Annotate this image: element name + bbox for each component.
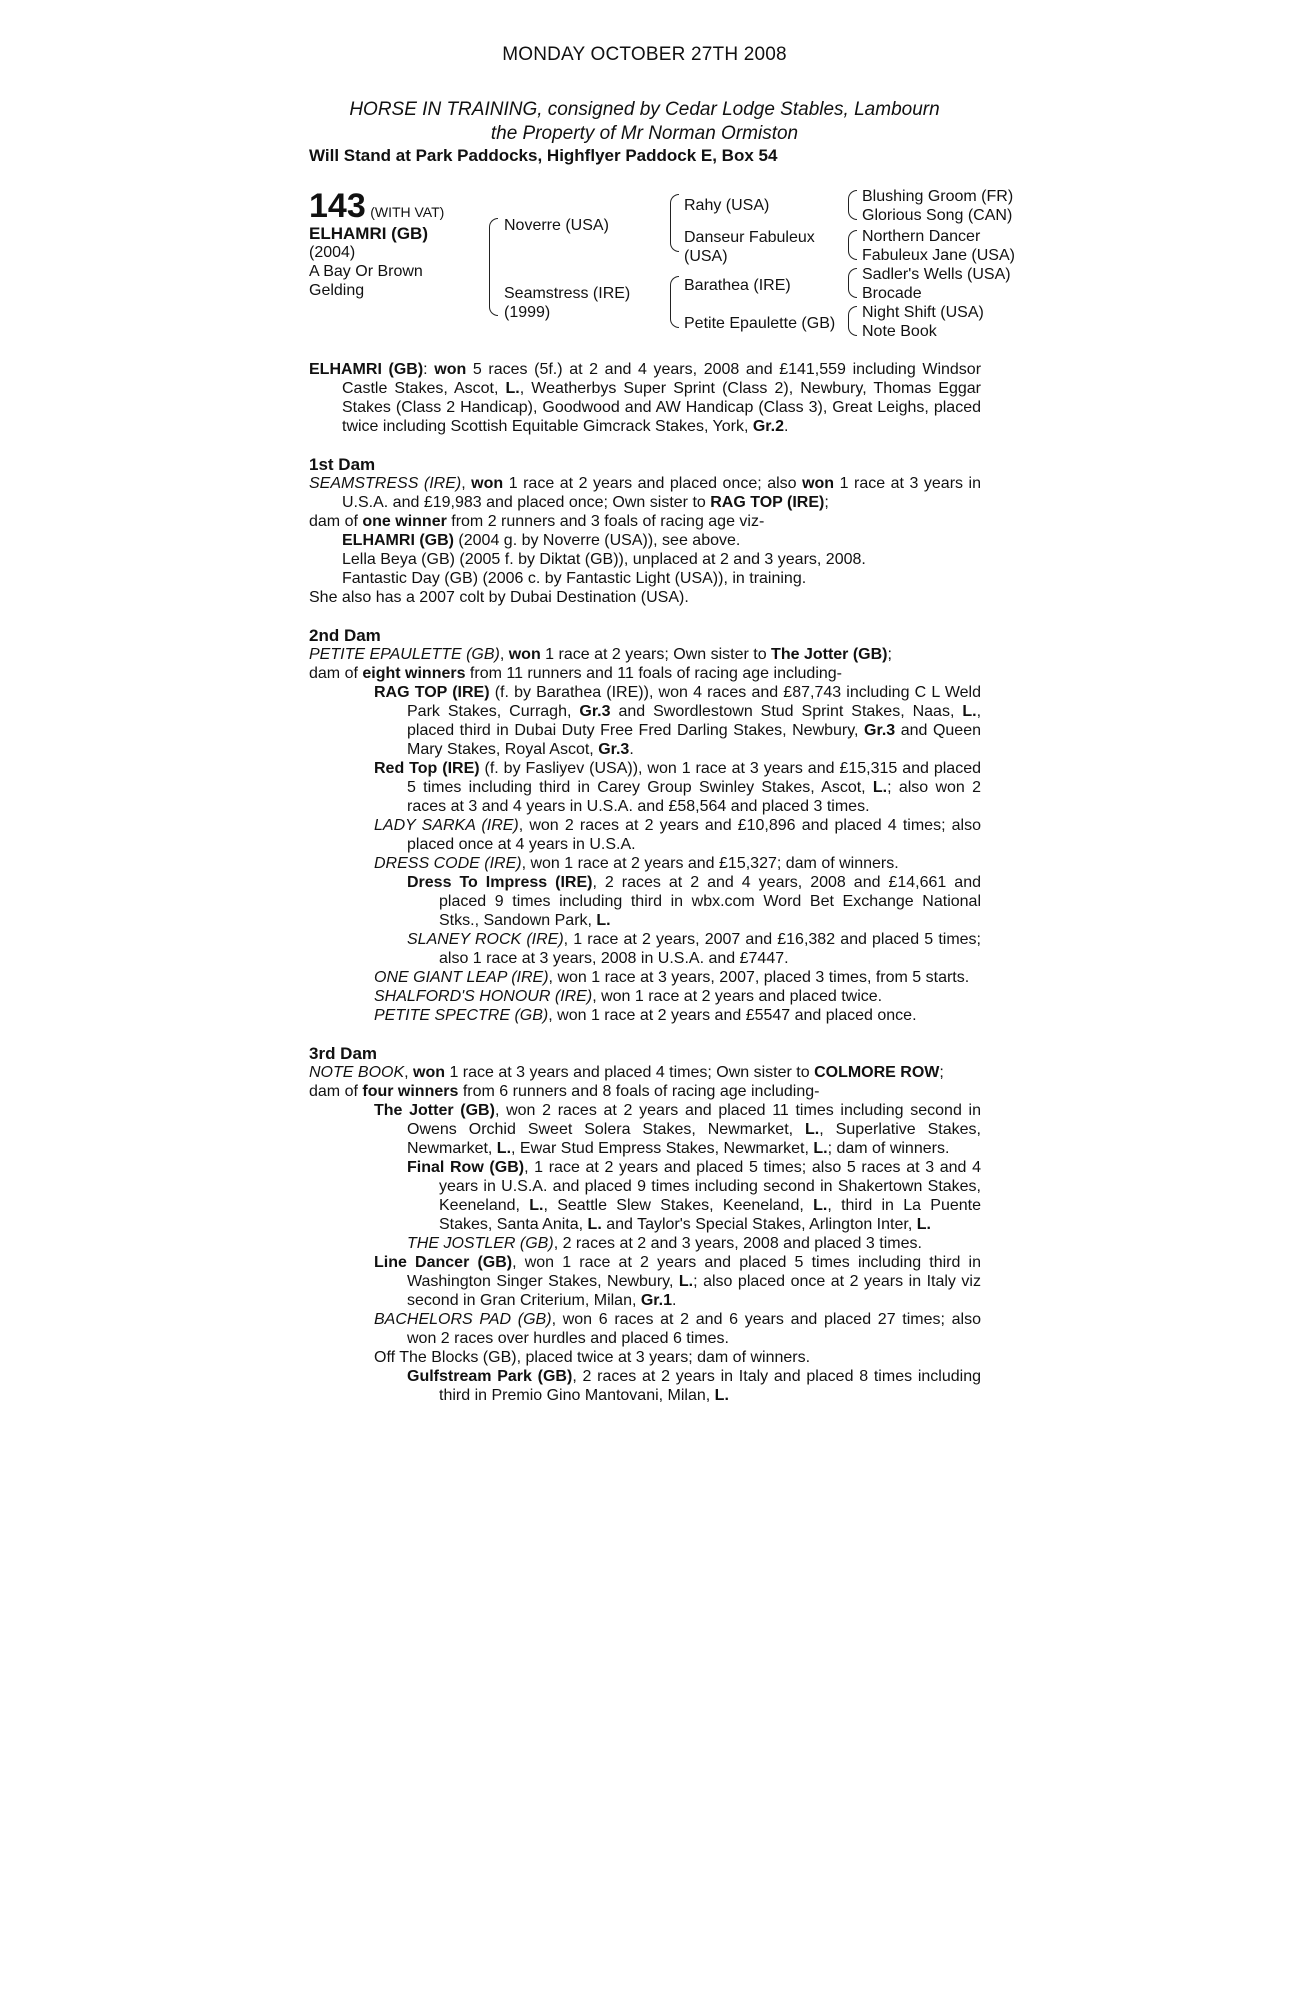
- pedigree-brace-gs1: [848, 190, 857, 220]
- third-dam-record: NOTE BOOK, won 1 race at 3 years and placed 4 times; Own sister to COLMORE ROW;: [309, 1064, 944, 1081]
- pedigree-brace-gs2: [848, 268, 857, 298]
- pedigree-brace-sire: [670, 194, 679, 252]
- produce-item: RAG TOP (IRE) (f. by Barathea (IRE)), won 4 races and £87,743 including C L Weld Park Stakes, Curragh, Gr.3 and Swordlestown Stud Sprint Stakes, Naas, L., placed third in Dubai Duty Free Fred Darling Stakes, Newbury, Gr.3 and Queen Mary Stakes, Royal Ascot, Gr.3.: [374, 684, 982, 758]
- third-dam-heading: 3rd Dam: [309, 1044, 378, 1063]
- lot-number: 143: [309, 187, 366, 225]
- produce-item: Red Top (IRE) (f. by Fasliyev (USA)), won 1 race at 3 years and £15,315 and placed 5 times including third in Carey Group Swinley Stakes, Ascot, L.; also won 2 races at 3 and 4 years in U.S.A. and £58,564 and placed 3 times.: [374, 760, 981, 815]
- second-dam-heading: 2nd Dam: [309, 626, 381, 645]
- pedigree-ggs-3: Sadler's Wells (USA): [862, 266, 1011, 283]
- produce-item: THE JOSTLER (GB), 2 races at 2 and 3 years, 2008 and placed 3 times.: [407, 1235, 922, 1252]
- pedigree-ggd-3: Brocade: [862, 285, 922, 302]
- first-dam-note: She also has a 2007 colt by Dubai Destination (USA).: [309, 589, 689, 606]
- pedigree-granddam-1-country: (USA): [684, 248, 728, 265]
- pedigree-granddam-1: [684, 228, 815, 266]
- consignment-info: [0, 98, 1289, 146]
- sale-date: MONDAY OCTOBER 27TH 2008: [502, 44, 787, 65]
- runner-record: ELHAMRI (GB): won 5 races (5f.) at 2 and 4 years, 2008 and £141,559 including Windsor Castle Stakes, Ascot, L., Weatherbys Super Sprint (Class 2), Newbury, Thomas Eggar Stakes (Class 2 Handicap), Goodwood and AW Handicap (Class 3), Great Leighs, placed twice including Scottish Equitable Gimcrack Stakes, York, Gr.2.: [309, 361, 982, 435]
- produce-item: Lella Beya (GB) (2005 f. by Diktat (GB)), unplaced at 2 and 3 years, 2008.: [342, 551, 866, 568]
- produce-item: Off The Blocks (GB), placed twice at 3 years; dam of winners.: [374, 1349, 811, 1366]
- produce-item: Dress To Impress (IRE), 2 races at 2 and 4 years, 2008 and £14,661 and placed 9 times including third in wbx.com Word Bet Exchange National Stks., Sandown Park, L.: [407, 874, 981, 929]
- pedigree-grandsire-2: Barathea (IRE): [684, 277, 791, 294]
- consignor-line: HORSE IN TRAINING, consigned by Cedar Lodge Stables, Lambourn: [349, 99, 940, 120]
- horse-name: ELHAMRI (GB): [309, 224, 428, 243]
- produce-item: ELHAMRI (GB) (2004 g. by Noverre (USA)), see above.: [342, 532, 741, 549]
- lot-block: [309, 188, 444, 300]
- produce-item: Gulfstream Park (GB), 2 races at 2 years in Italy and placed 8 times including third in Premio Gino Mantovani, Milan, L.: [407, 1368, 981, 1404]
- produce-item: Line Dancer (GB), won 1 race at 2 years and placed 5 times including third in Washington Singer Stakes, Newbury, L.; also placed once at 2 years in Italy viz second in Gran Criterium, Milan, Gr.1.: [374, 1254, 981, 1309]
- pedigree-dam: [504, 284, 630, 322]
- stand-location: Will Stand at Park Paddocks, Highflyer Paddock E, Box 54: [309, 146, 778, 165]
- pedigree-ggd-2: Fabuleux Jane (USA): [862, 247, 1015, 264]
- produce-item: DRESS CODE (IRE), won 1 race at 2 years and £15,327; dam of winners.: [374, 855, 899, 872]
- pedigree-dam-year: (1999): [504, 304, 551, 321]
- produce-item: The Jotter (GB), won 2 races at 2 years and placed 11 times including second in Owens Orchid Sweet Solera Stakes, Newmarket, L., Superlative Stakes, Newmarket, L., Ewar Stud Empress Stakes, Newmarket, L.; dam of winners.: [374, 1102, 981, 1157]
- second-dam-record: PETITE EPAULETTE (GB), won 1 race at 2 years; Own sister to The Jotter (GB);: [309, 646, 892, 663]
- foaling-year: (2004): [309, 244, 356, 261]
- horse-colour: A Bay Or Brown: [309, 263, 423, 280]
- pedigree-brace-dam: [670, 276, 679, 328]
- produce-item: Final Row (GB), 1 race at 2 years and placed 5 times; also 5 races at 3 and 4 years in U.S.A. and placed 9 times including second in Shakertown Stakes, Keeneland, L., Seattle Slew Stakes, Keeneland, L., third in La Puente Stakes, Santa Anita, L. and Taylor's Special Stakes, Arlington Inter, L.: [407, 1159, 982, 1233]
- pedigree-ggs-1: Blushing Groom (FR): [862, 188, 1014, 205]
- produce-item: SHALFORD'S HONOUR (IRE), won 1 race at 2 years and placed twice.: [374, 988, 883, 1005]
- pedigree-brace-gd2: [848, 306, 857, 336]
- pedigree-brace-gd1: [848, 230, 857, 260]
- pedigree-sire: Noverre (USA): [504, 217, 609, 234]
- vat-note: (WITH VAT): [370, 204, 445, 220]
- pedigree-dam-name: Seamstress (IRE): [504, 285, 631, 302]
- first-dam-record: SEAMSTRESS (IRE), won 1 race at 2 years and placed once; also won 1 race at 3 years in U.S.A. and £19,983 and placed once; Own sister to RAG TOP (IRE);: [309, 475, 981, 511]
- produce-item: LADY SARKA (IRE), won 2 races at 2 years and £10,896 and placed 4 times; also placed once at 4 years in U.S.A.: [374, 817, 982, 853]
- produce-item: SLANEY ROCK (IRE), 1 race at 2 years, 2007 and £16,382 and placed 5 times; also 1 race at 3 years, 2008 in U.S.A. and £7447.: [407, 931, 982, 967]
- pedigree-granddam-1-name: Danseur Fabuleux: [684, 229, 815, 246]
- pedigree-grandsire-1: Rahy (USA): [684, 197, 770, 214]
- pedigree-ggd-4: Note Book: [862, 323, 937, 340]
- pedigree-ggs-4: Night Shift (USA): [862, 304, 984, 321]
- produce-item: BACHELORS PAD (GB), won 6 races at 2 and 6 years and placed 27 times; also won 2 races over hurdles and placed 6 times.: [374, 1311, 981, 1347]
- owner-line: the Property of Mr Norman Ormiston: [490, 123, 799, 144]
- first-dam-produce: dam of one winner from 2 runners and 3 foals of racing age viz-: [309, 513, 765, 530]
- catalogue-body: [309, 360, 981, 1405]
- produce-item: ONE GIANT LEAP (IRE), won 1 race at 3 years, 2007, placed 3 times, from 5 starts.: [374, 969, 970, 986]
- produce-item: Fantastic Day (GB) (2006 c. by Fantastic Light (USA)), in training.: [342, 570, 807, 587]
- first-dam-heading: 1st Dam: [309, 455, 376, 474]
- horse-sex: Gelding: [309, 282, 365, 299]
- pedigree-ggd-1: Glorious Song (CAN): [862, 207, 1013, 224]
- third-dam-produce: dam of four winners from 6 runners and 8 foals of racing age including-: [309, 1083, 820, 1100]
- pedigree-granddam-2: Petite Epaulette (GB): [684, 315, 836, 332]
- produce-item: PETITE SPECTRE (GB), won 1 race at 2 years and £5547 and placed once.: [374, 1007, 917, 1024]
- second-dam-produce: dam of eight winners from 11 runners and 11 foals of racing age including-: [309, 665, 842, 682]
- pedigree-ggs-2: Northern Dancer: [862, 228, 981, 245]
- pedigree-brace-parents: [489, 218, 498, 316]
